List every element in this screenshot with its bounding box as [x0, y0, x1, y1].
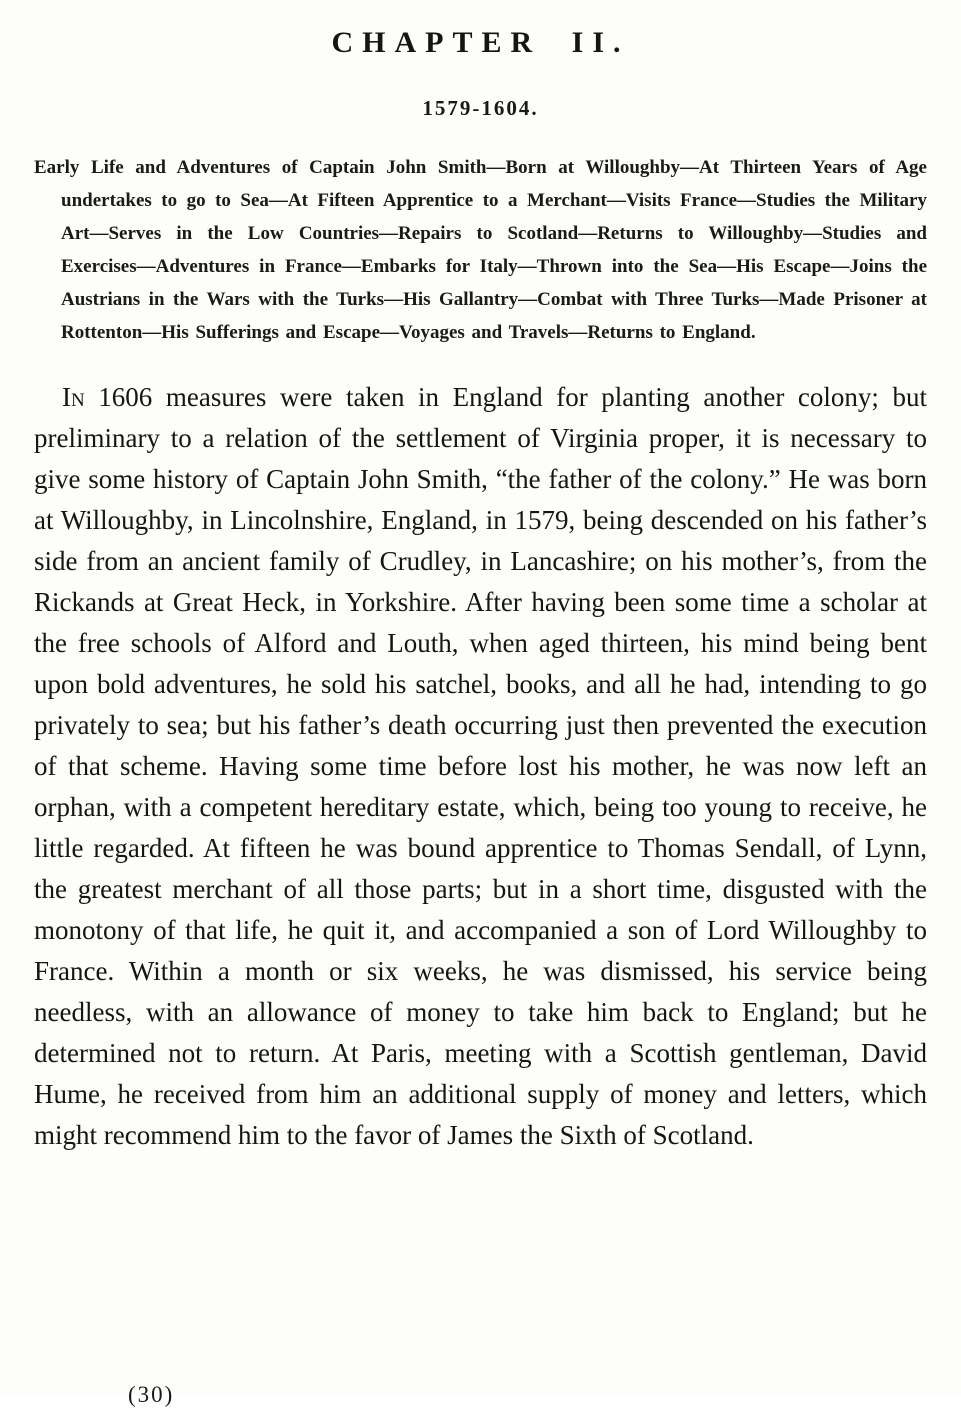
chapter-summary: Early Life and Adventures of Captain John Smith—Born at Willoughby—At Thirteen Years of Age undertakes to go to Sea—At Fifteen Apprentice to a Merchant—Visits France—Studies the Military Art—Serves in the Low Countries—Repairs to Scotland—Returns to Willoughby—Studies and Exercises—Adventures in France—Embarks for Italy—Thrown into the Sea—His Escape—Joins the Austrians in the Wars with the Turks—His Gallantry—Combat with Three Turks—Made Prisoner at Rottenton—His Sufferings and Escape—Voyages and Travels—Returns to England. — [34, 157, 927, 343]
paragraph-lead: In — [62, 382, 85, 412]
chapter-date-range: 1579-1604. — [422, 96, 539, 120]
page-number: (30) — [128, 1382, 175, 1407]
body-paragraph — [34, 377, 927, 1156]
chapter-title: CHAPTER II. — [331, 26, 630, 59]
paragraph-text: 1606 measures were taken in England for planting another colony; but preliminary to a relation of the settlement of Virginia proper, it is necessary to give some history of Captain John Smith, “the father of the colony.” He was born at Willoughby, in Lincolnshire, England, in 1579, being descended on his father’s side from an ancient family of Crudley, in Lancashire; on his mother’s, from the Rickands at Great Heck, in Yorkshire. After having been some time a scholar at the free schools of Alford and Louth, when aged thirteen, his mind being bent upon bold adventures, he sold his satchel, books, and all he had, intending to go privately to sea; but his father’s death occurring just then prevented the execution of that scheme. Having some time before lost his mother, he was now left an orphan, with a competent hereditary estate, which, being too young to receive, he little regarded. At fifteen he was bound apprentice to Thomas Sendall, of Lynn, the greatest merchant of all those parts; but in a short time, disgusted with the monotony of that life, he quit it, and accompanied a son of Lord Willoughby to France. Within a month or six weeks, he was dismissed, his service being needless, with an allowance of money to take him back to England; but he determined not to return. At Paris, meeting with a Scottish gentleman, David Hume, he received from him an additional supply of money and letters, which might recommend him to the favor of James the Sixth of Scotland. — [34, 382, 927, 1150]
